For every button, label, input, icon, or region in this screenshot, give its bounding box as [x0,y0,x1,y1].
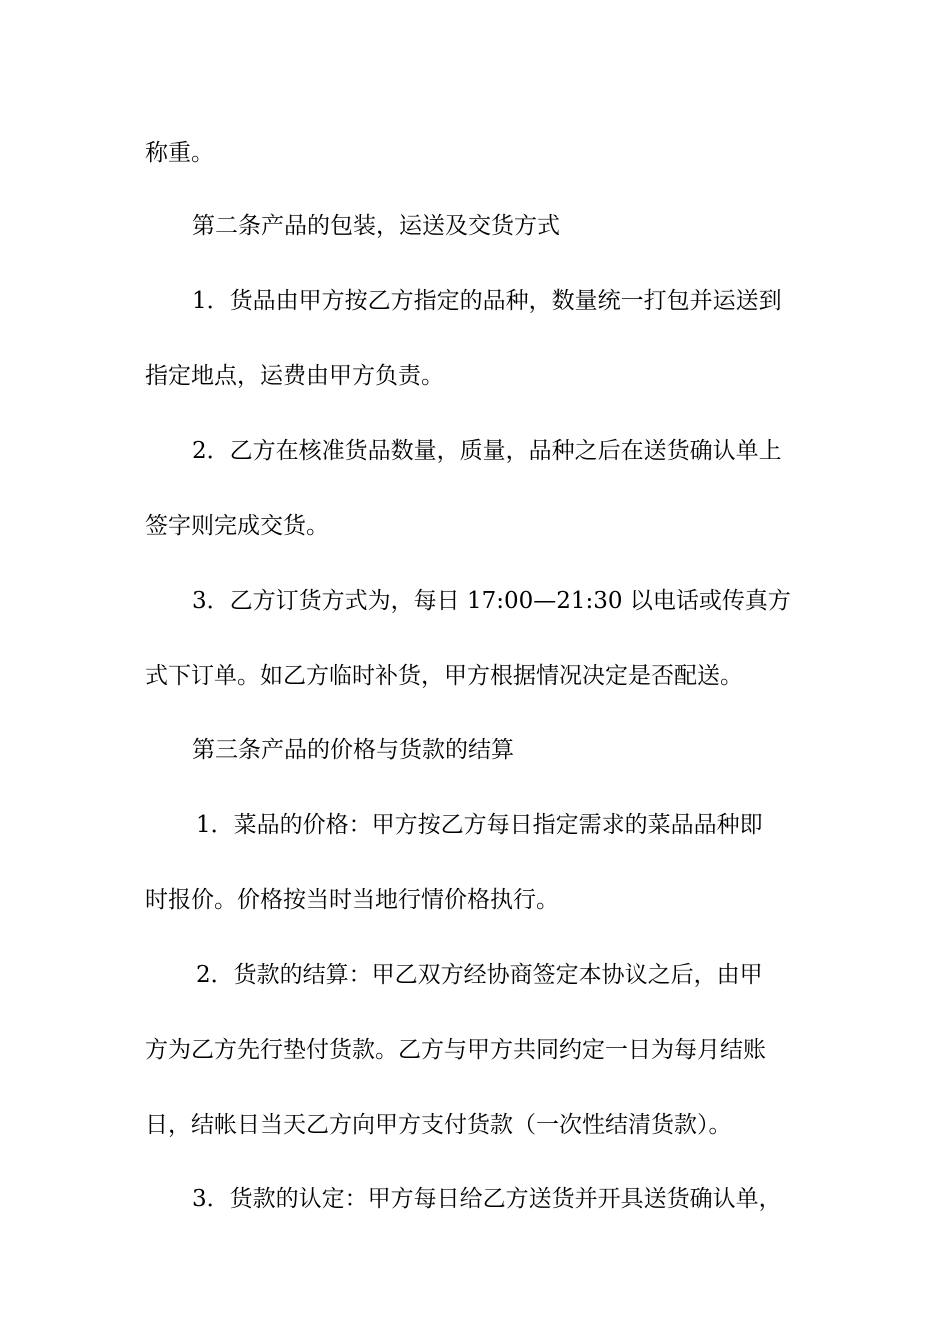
text-line-5: 2．乙方在核准货品数量，质量，品种之后在送货确认单上 [192,438,782,464]
text-line-14: 日，结帐日当天乙方向甲方支付货款（一次性结清货款）。 [145,1112,732,1138]
text-line-15: 3．货款的认定：甲方每日给乙方送货并开具送货确认单， [192,1186,782,1212]
text-line-13: 方为乙方先行垫付货款。乙方与甲方共同约定一日为每月结账 [145,1037,766,1063]
text-line-8: 式下订单。如乙方临时补货，甲方根据情况决定是否配送。 [145,663,743,689]
text-line-4: 指定地点，运费由甲方负责。 [145,363,444,389]
text-line-12: 2．货款的结算：甲乙双方经协商签定本协议之后，由甲 [196,962,763,988]
text-line-1: 称重。 [145,140,214,166]
section-heading-3: 第三条产品的价格与货款的结算 [192,737,514,763]
text-line-7: 3．乙方订货方式为，每日 17:00—21:30 以电话或传真方 [192,588,791,614]
text-line-11: 时报价。价格按当时当地行情价格执行。 [145,887,559,913]
section-heading-2: 第二条产品的包装，运送及交货方式 [192,213,560,239]
text-line-6: 签字则完成交货。 [145,513,329,539]
text-line-3: 1．货品由甲方按乙方指定的品种，数量统一打包并运送到 [192,288,782,314]
text-line-10: 1．菜品的价格：甲方按乙方每日指定需求的菜品品种即 [196,812,763,838]
